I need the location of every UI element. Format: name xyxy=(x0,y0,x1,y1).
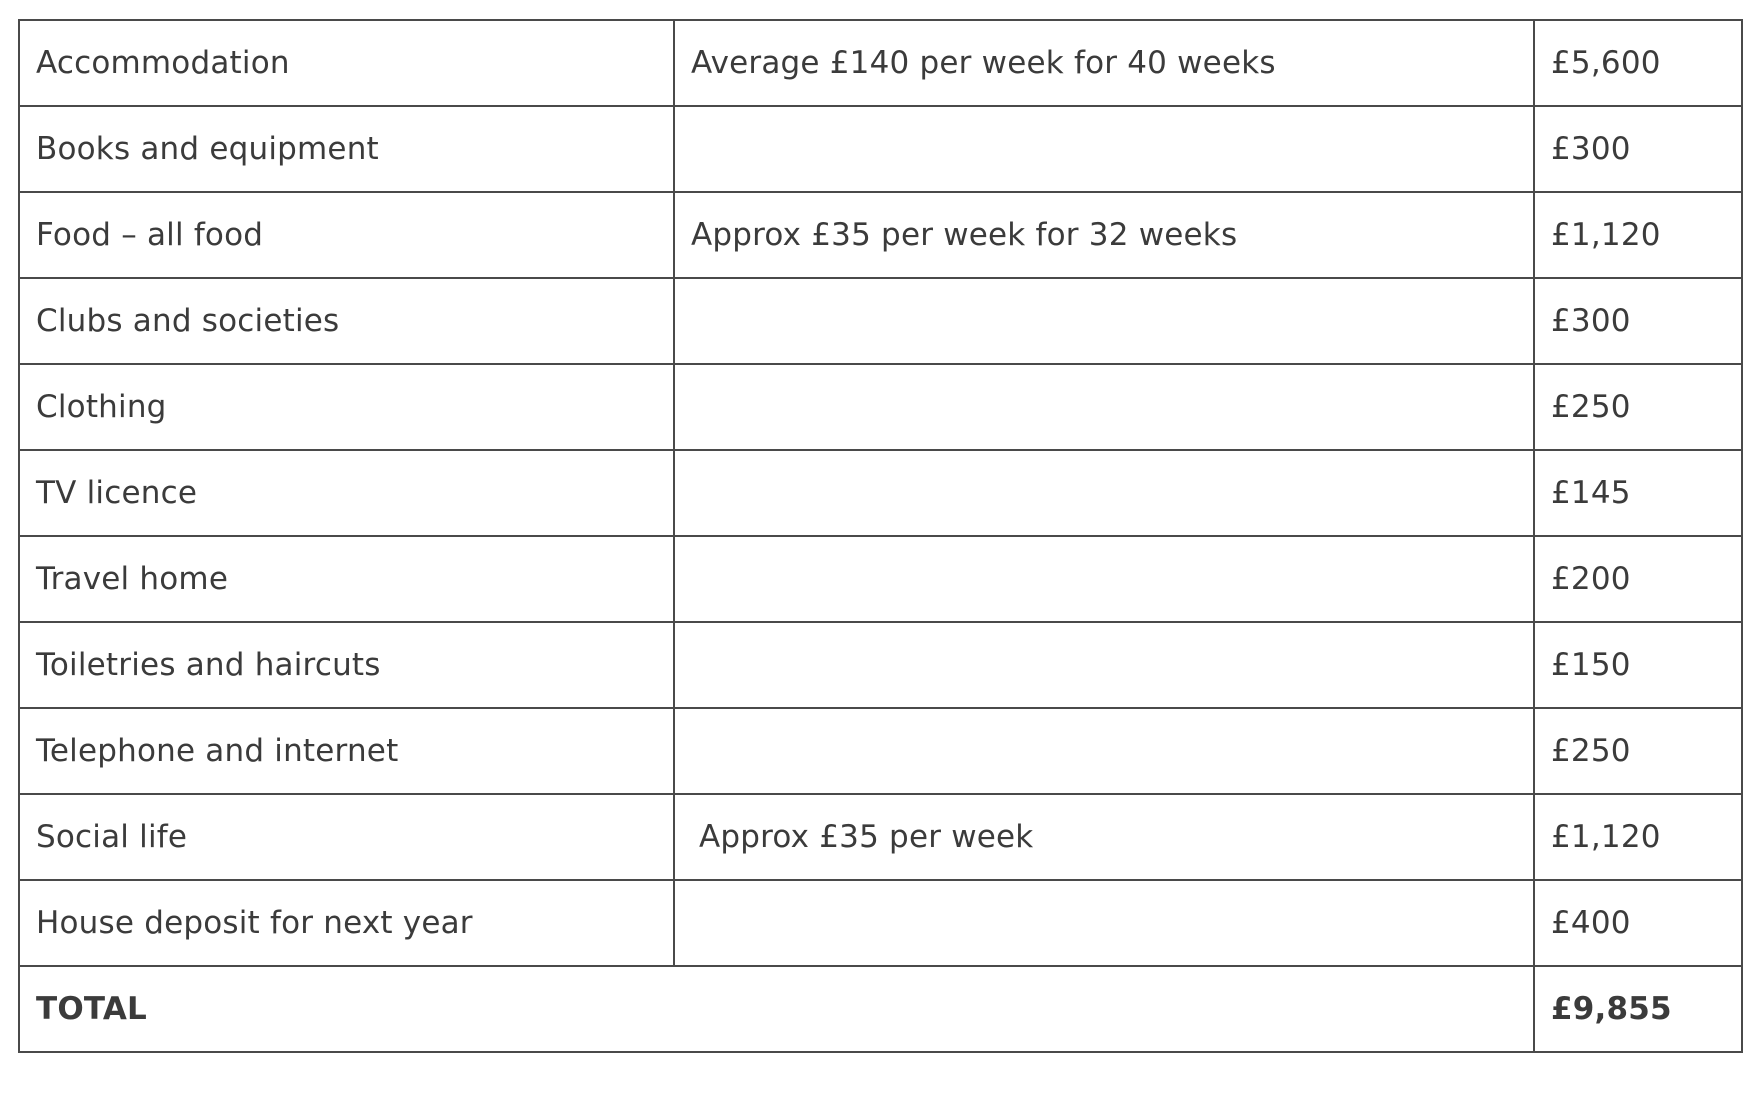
item-cell: Food – all food xyxy=(19,192,674,278)
item-cell: Clothing xyxy=(19,364,674,450)
item-cell: Clubs and societies xyxy=(19,278,674,364)
item-cell: Toiletries and haircuts xyxy=(19,622,674,708)
note-cell xyxy=(674,278,1534,364)
amount-cell: £250 xyxy=(1534,364,1742,450)
item-cell: Accommodation xyxy=(19,20,674,106)
item-cell: House deposit for next year xyxy=(19,880,674,966)
item-cell: Telephone and internet xyxy=(19,708,674,794)
amount-cell: £300 xyxy=(1534,278,1742,364)
amount-cell: £145 xyxy=(1534,450,1742,536)
item-cell: TV licence xyxy=(19,450,674,536)
amount-cell: £200 xyxy=(1534,536,1742,622)
note-cell xyxy=(674,450,1534,536)
amount-cell: £300 xyxy=(1534,106,1742,192)
total-row xyxy=(19,966,1742,1052)
table-row xyxy=(19,880,1742,966)
table-row xyxy=(19,364,1742,450)
table-row xyxy=(19,278,1742,364)
note-cell xyxy=(674,622,1534,708)
note-cell xyxy=(674,880,1534,966)
amount-cell: £1,120 xyxy=(1534,192,1742,278)
item-cell: Social life xyxy=(19,794,674,880)
note-cell xyxy=(674,536,1534,622)
table-row xyxy=(19,450,1742,536)
amount-cell: £5,600 xyxy=(1534,20,1742,106)
note-cell: Average £140 per week for 40 weeks xyxy=(674,20,1534,106)
table-row xyxy=(19,536,1742,622)
note-cell: Approx £35 per week for 32 weeks xyxy=(674,192,1534,278)
amount-cell: £400 xyxy=(1534,880,1742,966)
item-cell: Books and equipment xyxy=(19,106,674,192)
total-label: TOTAL xyxy=(19,966,1534,1052)
table-row xyxy=(19,192,1742,278)
note-cell xyxy=(674,106,1534,192)
table-row xyxy=(19,106,1742,192)
budget-table xyxy=(18,19,1743,1053)
table-row xyxy=(19,622,1742,708)
table-row xyxy=(19,20,1742,106)
note-cell: Approx £35 per week xyxy=(674,794,1534,880)
note-cell xyxy=(674,364,1534,450)
amount-cell: £1,120 xyxy=(1534,794,1742,880)
table-row xyxy=(19,708,1742,794)
total-amount: £9,855 xyxy=(1534,966,1742,1052)
item-cell: Travel home xyxy=(19,536,674,622)
note-cell xyxy=(674,708,1534,794)
amount-cell: £250 xyxy=(1534,708,1742,794)
table-row xyxy=(19,794,1742,880)
amount-cell: £150 xyxy=(1534,622,1742,708)
